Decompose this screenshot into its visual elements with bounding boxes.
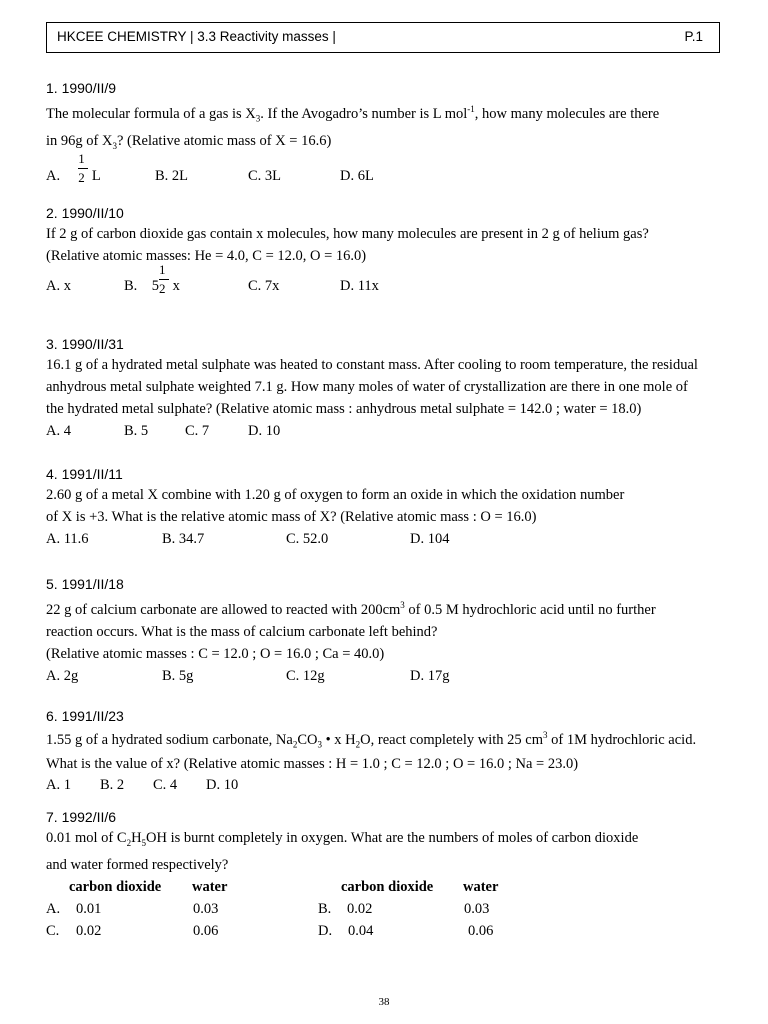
question-id: 3. 1990/II/31 (46, 336, 124, 352)
answer-table-row (46, 920, 746, 942)
option-b: B. 5 $\frac{1}{2}$ x (124, 261, 180, 296)
option-a: A. x (46, 278, 71, 294)
question-1 (46, 78, 746, 195)
option-b: B. 2L (155, 167, 189, 184)
option-d: D. 6L (340, 167, 374, 184)
question-text: 2.60 g of a metal X combine with 1.20 g of oxygen to form an oxide in which the oxidation number (46, 487, 625, 503)
page-number: 38 (378, 996, 390, 1008)
question-text: reaction occurs. What is the mass of calcium carbonate left behind? (46, 623, 438, 640)
answer-options (46, 420, 746, 442)
option-d: D. 10 (206, 776, 239, 793)
course-title: HKCEE CHEMISTRY | 3.3 Reactivity masses | (57, 29, 336, 44)
question-text: and water formed respectively? (46, 856, 229, 873)
answer-options (46, 528, 746, 550)
option-a: A. 4 (46, 423, 71, 439)
table-cell: 0.06 (468, 922, 494, 939)
question-text: 16.1 g of a hydrated metal sulphate was heated to constant mass. After cooling to room temperature, the residual (46, 357, 698, 373)
question-id: 7. 1992/II/6 (46, 809, 117, 825)
answer-options (46, 774, 746, 796)
question-id: 4. 1991/II/11 (46, 466, 123, 482)
answer-options (46, 151, 746, 195)
question-text: 22 g of calcium carbonate are allowed to reacted with $200cm^3$ of 0.5 M hydrochloric acid until no further (46, 600, 656, 618)
question-text: (Relative atomic masses: He = 4.0, C = 12.0, O = 16.0) (46, 248, 367, 264)
question-text: (Relative atomic masses : C = 12.0 ; O = 16.0 ; Ca = 40.0) (46, 645, 385, 662)
option-d: D. (318, 922, 333, 939)
column-header: water (192, 878, 228, 895)
page-header (46, 22, 720, 53)
option-c: C. 7x (248, 278, 280, 294)
option-a: A. $\frac{1}{2}$ L (46, 151, 101, 186)
page-label: P.1 (684, 29, 703, 44)
question-text: The molecular formula of a gas is $X_3$. If the Avogadro’s number is L mol$^{-1}$, how many molecules are there (46, 104, 660, 124)
option-c: C. 3L (248, 167, 282, 184)
option-b: B. (318, 900, 332, 917)
option-a: A. (46, 900, 61, 917)
question-id: 1. 1990/II/9 (46, 80, 117, 96)
option-a: A. 2g (46, 667, 79, 684)
question-text: of X is +3. What is the relative atomic mass of X? (Relative atomic mass : O = 16.0) (46, 509, 537, 525)
option-c: C. 7 (185, 423, 210, 439)
option-d: D. 104 (410, 531, 450, 547)
question-7 (46, 807, 746, 942)
fraction: $\frac{1}{2}$ (159, 262, 169, 298)
answer-options (46, 261, 746, 305)
option-c: C. 12g (286, 667, 325, 684)
option-c: C. 4 (153, 776, 178, 793)
question-6 (46, 706, 746, 796)
question-text: anhydrous metal sulphate weighted 7.1 g. How many moles of water of crystallization are there in one mole of (46, 379, 688, 395)
option-c: C. (46, 922, 60, 939)
table-cell: 0.03 (193, 900, 219, 917)
option-c: C. 52.0 (286, 531, 329, 547)
question-id: 2. 1990/II/10 (46, 205, 124, 221)
question-5 (46, 574, 746, 687)
question-text: 1.55 g of a hydrated sodium carbonate, $Na_2CO_3$ • x $H_2O$, react completely with 25 $cm^3$ of 1M hydrochloric acid. (46, 730, 697, 750)
option-b: B. 34.7 (162, 531, 205, 547)
column-header: water (463, 878, 499, 895)
question-text: If 2 g of carbon dioxide gas contain x molecules, how many molecules are present in 2 g of helium gas? (46, 226, 649, 242)
fraction: $\frac{1}{2}$ (78, 151, 88, 187)
table-cell: 0.02 (76, 922, 102, 939)
option-b: B. 5 (124, 423, 149, 439)
table-cell: 0.01 (76, 900, 102, 917)
question-text: What is the value of x? (Relative atomic masses : H = 1.0 ; C = 12.0 ; O = 16.0 ; Na = 23.0) (46, 755, 579, 772)
table-cell: 0.02 (347, 900, 373, 917)
option-d: D. 17g (410, 667, 450, 684)
option-a: A. 1 (46, 776, 71, 793)
option-d: D. 11x (340, 278, 379, 294)
question-text: in 96g of $X_3$? (Relative atomic mass of X = 16.6) (46, 132, 332, 151)
question-2 (46, 203, 746, 305)
table-cell: 0.04 (348, 922, 374, 939)
question-4 (46, 464, 746, 550)
question-id: 6. 1991/II/23 (46, 708, 124, 724)
answer-table-row (46, 898, 746, 920)
option-a: A. 11.6 (46, 531, 89, 547)
option-d: D. 10 (248, 423, 281, 439)
column-header: carbon dioxide (341, 878, 434, 895)
question-3 (46, 334, 746, 442)
question-text: the hydrated metal sulphate? (Relative atomic mass : anhydrous metal sulphate = 142.0 ; water = 18.0) (46, 401, 642, 417)
column-header: carbon dioxide (69, 878, 162, 895)
question-text: 0.01 mol of $C_2H_5OH$ is burnt completely in oxygen. What are the numbers of moles of carbon dioxide (46, 830, 639, 848)
answer-options (46, 665, 746, 687)
option-b: B. 2 (100, 776, 125, 793)
table-cell: 0.03 (464, 900, 490, 917)
table-cell: 0.06 (193, 922, 219, 939)
question-id: 5. 1991/II/18 (46, 576, 124, 592)
answer-table-header (46, 876, 746, 898)
option-b: B. 5g (162, 667, 194, 684)
